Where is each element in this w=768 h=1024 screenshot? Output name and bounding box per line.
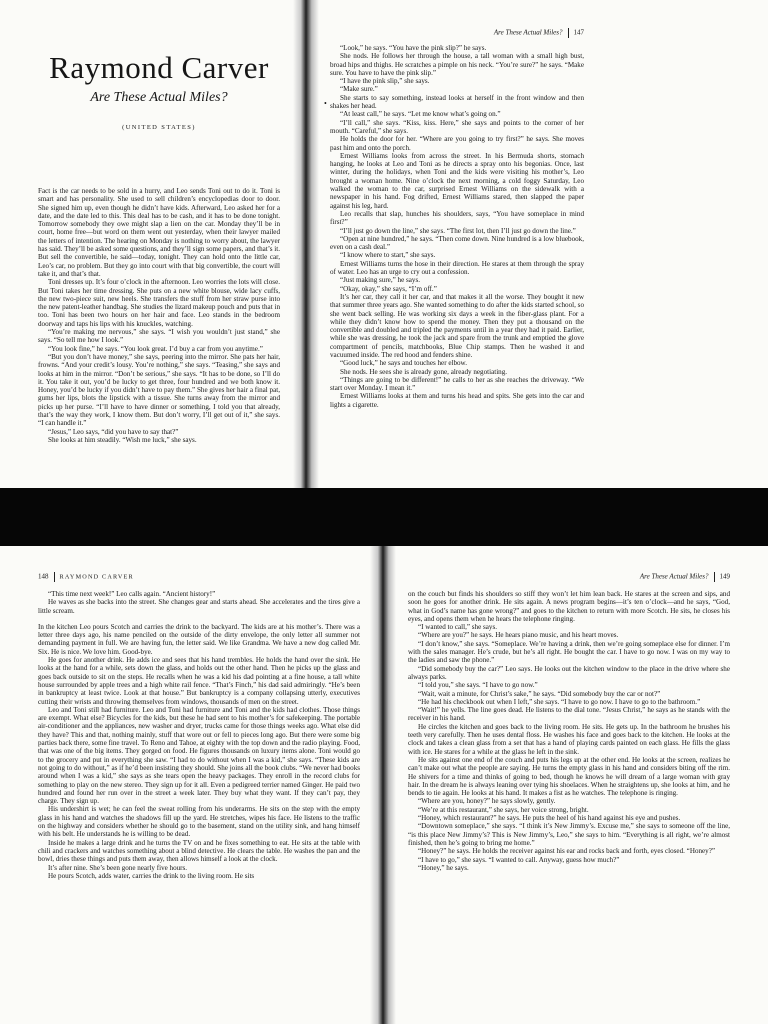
page-number: 149 bbox=[719, 572, 730, 581]
story-title: Are These Actual Miles? bbox=[90, 90, 228, 105]
paragraph: “Open at nine hundred,” he says. “Then come down. Nine hundred is a low bluebook, even on a cash deal.” bbox=[330, 234, 584, 252]
paragraph: “I’ll just go down the line,” she says. “The first lot, then I’ll just go down the line.” bbox=[340, 226, 576, 235]
paragraph: “Honey,” he says. bbox=[418, 863, 469, 872]
page-149-body bbox=[408, 590, 730, 872]
paragraph: She nods. He sees she is already gone, already negotiating. bbox=[340, 367, 508, 376]
paragraph: He sits against one end of the couch and puts his legs up at the other end. He looks at the screen, realizes he can’t make out what the people are saying. He turns the empty glass in his hand and considers biting off the rim. He shivers for a time and thinks of going to bed, though he knows he will dream of a large woman with gray hair. In the dream he is always leaning over tying his shoelaces. When he straightens up, she looks at him, and he bends to tie again. He looks at his hand. It makes a fist as he watches. The telephone is ringing. bbox=[408, 755, 730, 798]
header-divider bbox=[54, 572, 55, 582]
paragraph: Ernest Williams looks from across the street. In his Bermuda shorts, stomach hanging, he looks at Leo and Toni as he directs a spray onto his begonias. Once, last winter, during the holidays, when Toni and the kids were visiting his mother’s, Leo brought a woman home. Nine o’clock the next morning, a cold foggy Saturday, Leo walked the woman to the car, surprised Ernest Williams on the sidewalk with a newspaper in his hand. Fog drifted, Ernest Williams stared, then slapped the paper against his leg, hard. bbox=[330, 151, 584, 210]
paragraph: “I’ll call,” she says. “Kiss, kiss. Here,” she says and points to the corner of her mouth. “Careful,” she says. bbox=[330, 118, 584, 135]
paragraph: “I have to go,” she says. “I wanted to call. Anyway, guess how much?” bbox=[418, 855, 620, 864]
paragraph: She nods. He follows her through the house, a tall woman with a small high bust, broad hips and thighs. He scratches a pimple on his neck. “You’re sure?” he says. “Make sure. You have to have the pink slip.” bbox=[330, 52, 584, 77]
paragraph: He holds the door for her. “Where are you going to try first?” he says. She moves past him and onto the porch. bbox=[330, 135, 584, 152]
paragraph: “You’re making me nervous,” she says. “I wish you wouldn’t just stand,” she says. “So tell me how I look.” bbox=[38, 328, 280, 345]
paragraph: “Okay, okay,” she says, “I’m off.” bbox=[340, 284, 437, 293]
paragraph: “Things are going to be different!” he calls to her as she reaches the driveway. “We start over Monday. I mean it.” bbox=[330, 375, 584, 393]
paragraph: “We’re at this restaurant,” she says, her voice strong, bright. bbox=[418, 805, 589, 814]
country-label: (UNITED STATES) bbox=[122, 124, 196, 131]
paragraph: She starts to say something, instead looks at herself in the front window and then shakes her head. bbox=[330, 93, 584, 111]
paragraph: “Jesus,” Leo says, “did you have to say that?” bbox=[48, 427, 179, 436]
paragraph: He pours Scotch, adds water, carries the drink to the living room. He sits bbox=[48, 871, 255, 880]
paragraph: “Did somebody buy the car?” Leo says. He looks out the kitchen window to the place in the drive where she always parks. bbox=[408, 664, 730, 681]
page-147-body bbox=[330, 44, 584, 409]
paragraph: “Where are you?” he says. He hears piano music, and his heart moves. bbox=[418, 631, 619, 640]
author-name: Raymond Carver bbox=[49, 50, 269, 85]
paragraph: “Just making sure,” he says. bbox=[340, 276, 420, 285]
paragraph: Ernest Williams looks at them and turns his head and spits. She gets into the car and lights a cigarette. bbox=[330, 392, 584, 409]
page-number: 148 bbox=[38, 572, 49, 581]
paragraph: He circles the kitchen and goes back to the living room. He sits. He gets up. In the bathroom he brushes his teeth very carefully. Then he uses dental floss. He washes his face and goes back to the kitchen. He looks at the clock and takes a clean glass from a set that has a hand of playing cards painted on each glass. He fills the glass with ice. He stares for a while at the glass he left in the sink. bbox=[408, 722, 730, 756]
paragraph: Inside he makes a large drink and he turns the TV on and he fixes something to eat. He sits at the table with chili and crackers and watches something about a blind detective. He clears the table. He washes the pan and the bowl, dries these things and puts them away, then allows himself a look at the clock. bbox=[38, 838, 360, 864]
page-146 bbox=[38, 0, 280, 488]
paragraph: “Where are you, honey?” he says slowly, gently. bbox=[418, 797, 556, 806]
paragraph: “I wanted to call,” she says. bbox=[418, 623, 497, 632]
paragraph: It’s her car, they call it her car, and that makes it all the worse. They bought it new that summer three years ago. She wanted something to do after the kids started school, so she went back selling. He was working six days a week in the fiber-glass plant. For a while they didn’t know how to spend the money. Then they put a thousand on the convertible and doubled and tripled the payments until in a year they had it paid. Earlier, while she was dressing, he took the jack and spare from the trunk and emptied the glove compartment of pencils, matchbooks, Blue Chip stamps. Then he washed it and vacuumed inside. The red hood and fenders shine. bbox=[330, 292, 584, 359]
paragraph: “He had his checkbook out when I left,” she says. “I have to go now. I have to go to the bathroom.” bbox=[418, 697, 701, 706]
running-header bbox=[38, 572, 360, 584]
paragraph: “I told you,” she says. “I have to go now.” bbox=[418, 681, 538, 690]
paragraph: “Honey, which restaurant?” he says. He puts the heel of his hand against his eye and pushes. bbox=[418, 814, 681, 823]
header-author: RAYMOND CARVER bbox=[59, 573, 134, 581]
paragraph: In the kitchen Leo pours Scotch and carries the drink to the backyard. The kids are at his mother’s. There was a letter three days ago, his name penciled on the outside of the dirty envelope, the only letter all summer not demanding payment in full. We are having fun, the letter said. We like Grandma. We have a new dog called Mr. Six. He is nice. We love him. Good-bye. bbox=[38, 622, 360, 656]
running-header bbox=[408, 572, 730, 584]
page-149 bbox=[408, 546, 730, 1024]
page-gutter bbox=[293, 0, 319, 488]
paragraph: “Good luck,” he says and touches her elbow. bbox=[340, 359, 467, 368]
paragraph: It’s after nine. She’s been gone nearly five hours. bbox=[48, 863, 188, 872]
paragraph: His undershirt is wet; he can feel the sweat rolling from his underarms. He sits on the step with the empty glass in his hand and watches the shadows fill up the yard. He stretches, wipes his face. He listens to the traffic on the highway and considers whether he should go to the basement, stand on the utility sink, and hang himself with his belt. He understands he is willing to be dead. bbox=[38, 805, 360, 839]
paragraph: He waves as she backs into the street. She changes gear and starts ahead. She accelerates and the tires give a little scream. bbox=[38, 598, 360, 615]
page-147 bbox=[330, 0, 584, 488]
header-divider bbox=[568, 28, 569, 38]
paragraph: “I don’t know,” she says. “Someplace. We’re having a drink, then we’re going someplace else for dinner. I’m with the sales manager. He’s crude, but he’s all right. He bought the car. I have to go now. I was on my way to the ladies and saw the phone.” bbox=[408, 639, 730, 665]
paragraph: “I have the pink slip,” she says. bbox=[340, 77, 430, 86]
paragraph: “Make sure.” bbox=[340, 85, 378, 94]
scan-gap bbox=[0, 488, 768, 546]
page-number: 147 bbox=[573, 28, 584, 37]
paragraph: Ernest Williams turns the hose in their direction. He stares at them through the spray of water. Leo has an urge to cry out a confession. bbox=[330, 259, 584, 277]
paragraph: “Downtown someplace,” she says. “I think it’s New Jimmy’s. Excuse me,” she says to someone off the line, “is this place New Jimmy’s? This is New Jimmy’s, Leo,” she says to him. “Everything is all right, we’re almost finished, then he’s going to bring me home.” bbox=[408, 822, 730, 847]
paragraph: Toni dresses up. It’s four o’clock in the afternoon. Leo worries the lots will close. But Toni takes her time dressing. She puts on a new white blouse, wide lacy cuffs, the new two-piece suit, new heels. She transfers the stuff from her straw purse into the new patent-leather handbag. She studies the lizard makeup pouch and puts that in too. Toni has been two hours on her hair and face. Leo stands in the bedroom doorway and taps his lips with his knuckles, watching. bbox=[38, 278, 280, 328]
bottom-page-spread bbox=[0, 546, 768, 1024]
page-146-body bbox=[38, 187, 280, 444]
page-gutter bbox=[370, 546, 396, 1024]
margin-mark: • bbox=[324, 99, 327, 108]
paragraph: Fact is the car needs to be sold in a hurry, and Leo sends Toni out to do it. Toni is smart and has personality. She used to sell children’s encyclopedias door to door. She signed him up, even though he didn’t have kids. Afterward, Leo asked her for a date, and the date led to this. This deal has to be cash, and it has to be done tonight. Tomorrow somebody they owe might slap a lien on the car. Monday they’ll be in court, home free—but word on them went out yesterday, when their lawyer mailed the letters of intention. The hearing on Monday is nothing to worry about, the lawyer has said. They’ll be asked some questions, and they’ll sign some papers, and that’s it. But sell the convertible, he said—today, tonight. They can hold onto the little car, Leo’s car, no problem. But they go into court with that big convertible, the court will take it, and that’s that. bbox=[38, 187, 280, 278]
header-divider bbox=[714, 572, 715, 582]
paragraph: He goes for another drink. He adds ice and sees that his hand trembles. He holds the hand over the sink. He looks at the hand for a while, sets down the glass, and holds out the other hand. Then he picks up the glass and goes back outside to sit on the steps. He recalls when he was a kid his dad pointing at a fine house, a tall white house surrounded by apple trees and a high white rail fence. “That’s Finch,” his dad said admiringly. “He’s been in bankruptcy at least twice. Look at that house.” But bankruptcy is a company collapsing utterly, executives cutting their wrists and throwing themselves from windows, thousands of men on the street. bbox=[38, 656, 360, 706]
paragraph: Leo recalls that slap, hunches his shoulders, says, “You have someplace in mind first?” bbox=[330, 209, 584, 227]
paragraph: Leo and Toni still had furniture. Leo and Toni had furniture and Toni and the kids had clothes. Those things are exempt. What else? Bicycles for the kids, but these he had sent to his mother’s for safekeeping. The portable air-conditioner and the appliances, new washer and dryer, trucks came for those things weeks ago. What else did they have? This and that, nothing mainly, stuff that wore out or fell to pieces long ago. But there were some big parties back there, some fine travel. To Reno and Tahoe, at eighty with the top down and the radio playing. Food, that was one of the big items. They gorged on food. He figures thousands on luxury items alone. Toni would go to the grocery and put in everything she saw. “I had to do without when I was a kid,” she says. “These kids are not going to do without,” as if he’d been insisting they should. She joins all the book clubs. “We never had books around when I was a kid,” she says as she tears open the heavy packages. They enroll in the record clubs for something to play on the new stereo. They sign up for it all. Even a pedigreed terrier named Ginger. He paid two hundred and found her run over in the street a week later. They buy what they want. If they can’t pay, they charge. They sign up. bbox=[38, 705, 360, 806]
paragraph: “I know where to start,” she says. bbox=[340, 251, 436, 260]
running-header bbox=[330, 28, 584, 40]
paragraph: “This time next week!” Leo calls again. “Ancient history!” bbox=[48, 590, 216, 598]
header-title: Are These Actual Miles? bbox=[493, 28, 563, 37]
paragraph: on the couch but finds his shoulders so stiff they won’t let him lean back. He stares at the screen and sips, and soon he goes for another drink. He sits again. A news program begins—it’s ten o’clock—and he says, “God, what in God’s name has gone wrong?” and goes to the kitchen to return with more Scotch. He sits, he closes his eyes, and opens them when he hears the telephone ringing. bbox=[408, 590, 730, 623]
page-148 bbox=[38, 546, 360, 1024]
top-page-spread bbox=[0, 0, 768, 488]
page-148-body bbox=[38, 590, 360, 880]
paragraph: “Wait, wait a minute, for Christ’s sake,” he says. “Did somebody buy the car or not?” bbox=[418, 689, 661, 698]
paragraph: “But you don’t have money,” she says, peering into the mirror. She pats her hair, frowns. “And your credit’s lousy. You’re nothing,” she says. “Teasing,” she says and looks at him in the mirror. “Don’t be serious,” she says. “It has to be done, so I’ll do it. You take it out, you’d be lucky to get three, four hundred and we both know it. Honey, you’d be lucky if you didn’t have to pay them.” She gives her hair a final pat, gums her lips, blots the lipstick with a tissue. She turns away from the mirror and picks up her purse. “I’ll have to have dinner or something, I told you that already, that’s the way they work, I know them. But don’t worry, I’ll get out of it,” she says. “I can handle it.” bbox=[38, 352, 280, 428]
paragraph: “You look fine,” he says. “You look great. I’d buy a car from you anytime.” bbox=[48, 344, 263, 353]
paragraph: “Look,” he says. “You have the pink slip?” he says. bbox=[340, 44, 487, 52]
paragraph: “At least call,” he says. “Let me know what’s going on.” bbox=[340, 110, 501, 119]
paragraph: “Honey?” he says. He holds the receiver against his ear and rocks back and forth, eyes closed. “Honey?” bbox=[418, 847, 716, 856]
paragraph: She looks at him steadily. “Wish me luck,” she says. bbox=[48, 435, 197, 444]
paragraph: “Wait!” he yells. The line goes dead. He listens to the dial tone. “Jesus Christ,” he says as he stands with the receiver in his hand. bbox=[408, 706, 730, 723]
header-title: Are These Actual Miles? bbox=[639, 572, 709, 581]
